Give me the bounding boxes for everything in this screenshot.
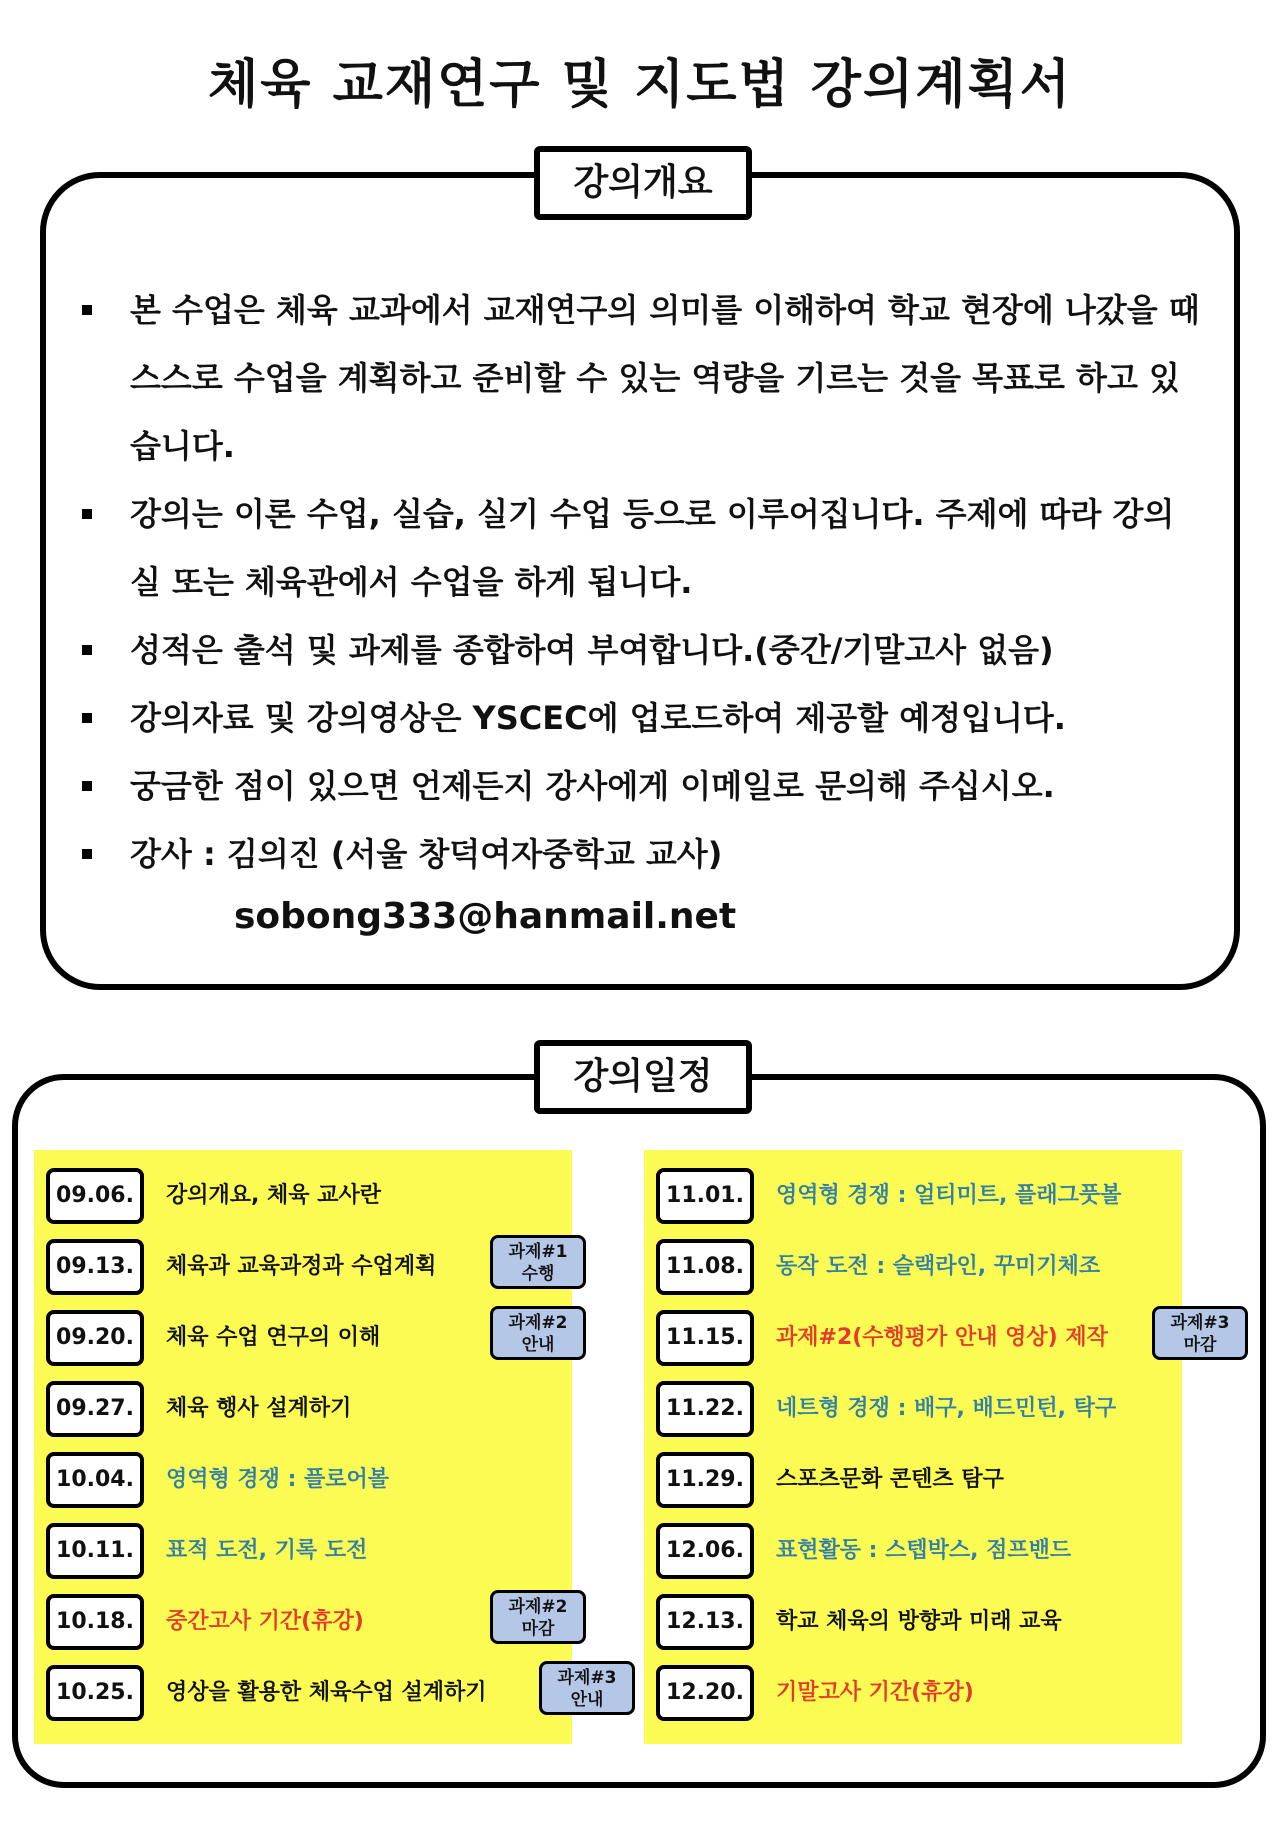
- schedule-row: [644, 1452, 1182, 1512]
- schedule-row: [644, 1381, 1182, 1441]
- schedule-topic: 체육과 교육과정과 수업계획: [166, 1254, 437, 1279]
- assignment-badge: 과제#1 수행: [490, 1235, 586, 1289]
- bullet-text: 강의는 이론 수업, 실습, 실기 수업 등으로 이루어집니다. 주제에 따라 강의실 또는 체육관에서 수업을 하게 됩니다.: [130, 495, 1175, 601]
- bullet-item: [72, 616, 1202, 684]
- schedule-date: 09.27.: [46, 1381, 144, 1437]
- bullet-square-icon: [82, 849, 92, 859]
- schedule-topic: 동작 도전 : 슬랙라인, 꾸미기체조: [776, 1254, 1101, 1279]
- schedule-row: [34, 1310, 572, 1370]
- schedule-date: 10.25.: [46, 1665, 144, 1721]
- schedule-topic: 학교 체육의 방향과 미래 교육: [776, 1609, 1062, 1634]
- assignment-badge: 과제#3 마감: [1152, 1306, 1248, 1360]
- schedule-topic: 체육 수업 연구의 이해: [166, 1325, 381, 1350]
- schedule-topic: 체육 행사 설계하기: [166, 1396, 352, 1421]
- bullet-item: [72, 820, 1202, 888]
- bullet-square-icon: [82, 509, 92, 519]
- assignment-badge: 과제#3 안내: [539, 1661, 635, 1715]
- overview-bullets: [72, 276, 1202, 888]
- schedule-topic: 강의개요, 체육 교사란: [166, 1183, 381, 1208]
- schedule-date: 09.06.: [46, 1168, 144, 1224]
- schedule-row: [644, 1310, 1230, 1370]
- schedule-topic: 기말고사 기간(휴강): [776, 1680, 974, 1705]
- schedule-topic: 중간고사 기간(휴강): [166, 1609, 364, 1634]
- schedule-topic: 과제#2(수행평가 안내 영상) 제작: [776, 1325, 1108, 1350]
- schedule-date: 12.06.: [656, 1523, 754, 1579]
- bullet-text: 궁금한 점이 있으면 언제든지 강사에게 이메일로 문의해 주십시오.: [130, 767, 1055, 805]
- schedule-date: 11.22.: [656, 1381, 754, 1437]
- schedule-row: [644, 1665, 1182, 1725]
- assignment-badge: 과제#2 안내: [490, 1306, 586, 1360]
- schedule-date: 10.18.: [46, 1594, 144, 1650]
- schedule-date: 10.04.: [46, 1452, 144, 1508]
- instructor-email: sobong333@hanmail.net: [234, 896, 737, 937]
- bullet-item: [72, 752, 1202, 820]
- bullet-item: [72, 684, 1202, 752]
- schedule-row: [34, 1523, 572, 1583]
- schedule-column-left: [34, 1150, 617, 1744]
- schedule-heading: 강의일정: [534, 1040, 752, 1114]
- bullet-text: 본 수업은 체육 교과에서 교재연구의 의미를 이해하여 학교 현장에 나갔을 때 스스로 수업을 계획하고 준비할 수 있는 역량을 기르는 것을 목표로 하고 있습니다.: [130, 291, 1200, 465]
- schedule-date: 12.20.: [656, 1665, 754, 1721]
- bullet-text: 성적은 출석 및 과제를 종합하여 부여합니다.(중간/기말고사 없음): [130, 631, 1054, 669]
- bullet-square-icon: [82, 305, 92, 315]
- schedule-topic: 영역형 경쟁 : 플로어볼: [166, 1467, 390, 1492]
- bullet-text: 강사 : 김의진 (서울 창덕여자중학교 교사): [130, 835, 723, 873]
- schedule-date: 10.11.: [46, 1523, 144, 1579]
- schedule-date: 11.29.: [656, 1452, 754, 1508]
- schedule-topic: 스포츠문화 콘텐츠 탐구: [776, 1467, 1004, 1492]
- schedule-column-right: [644, 1150, 1230, 1744]
- schedule-row: [34, 1452, 572, 1512]
- schedule-row: [34, 1665, 617, 1725]
- schedule-topic: 영상을 활용한 체육수업 설계하기: [166, 1680, 487, 1705]
- schedule-row: [34, 1239, 572, 1299]
- bullet-square-icon: [82, 645, 92, 655]
- assignment-badge: 과제#2 마감: [490, 1590, 586, 1644]
- page-title: 체육 교재연구 및 지도법 강의계획서: [208, 55, 1072, 115]
- schedule-row: [34, 1594, 572, 1654]
- schedule-date: 09.13.: [46, 1239, 144, 1295]
- schedule-row: [644, 1594, 1182, 1654]
- bullet-item: [72, 480, 1202, 616]
- bullet-text: 강의자료 및 강의영상은 YSCEC에 업로드하여 제공할 예정입니다.: [130, 699, 1066, 737]
- schedule-date: 11.01.: [656, 1168, 754, 1224]
- bullet-item: [72, 276, 1202, 480]
- schedule-row: [34, 1168, 572, 1228]
- schedule-row: [644, 1168, 1182, 1228]
- bullet-square-icon: [82, 713, 92, 723]
- schedule-date: 11.08.: [656, 1239, 754, 1295]
- schedule-topic: 표적 도전, 기록 도전: [166, 1538, 368, 1563]
- schedule-topic: 표현활동 : 스텝박스, 점프밴드: [776, 1538, 1072, 1563]
- schedule-topic: 영역형 경쟁 : 얼티미트, 플래그풋볼: [776, 1183, 1122, 1208]
- schedule-row: [644, 1523, 1182, 1583]
- bullet-square-icon: [82, 781, 92, 791]
- schedule-row: [34, 1381, 572, 1441]
- schedule-row: [644, 1239, 1182, 1299]
- overview-heading: 강의개요: [534, 146, 752, 220]
- schedule-topic: 네트형 경쟁 : 배구, 배드민턴, 탁구: [776, 1396, 1117, 1421]
- schedule-date: 09.20.: [46, 1310, 144, 1366]
- schedule-date: 11.15.: [656, 1310, 754, 1366]
- schedule-date: 12.13.: [656, 1594, 754, 1650]
